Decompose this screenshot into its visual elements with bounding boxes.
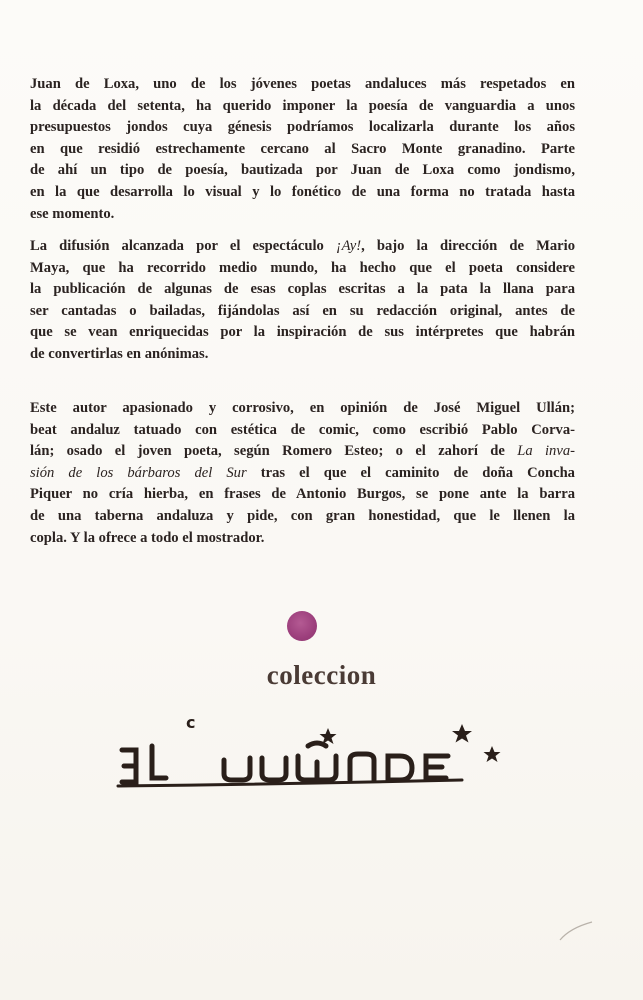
text-line: Maya, que ha recorrido medio mundo, ha hecho que el poeta considere: [30, 259, 575, 276]
logo-letter-u: [262, 758, 286, 780]
text-line: de ahí un tipo de poesía, bautizada por Juan de Loxa como jondismo,: [30, 162, 575, 179]
text-fragment: , bajo la dirección de Mario: [361, 238, 575, 254]
text-line: en que residió estrechamente cercano al Sacro Monte granadino. Parte: [30, 140, 575, 157]
text-line: de convertirlas en anónimas.: [30, 345, 209, 362]
text-line: [30, 463, 575, 485]
star-icon: [484, 746, 501, 762]
logo-letter-e2: [298, 743, 336, 780]
logo-letter-e3: [426, 756, 448, 778]
purple-dot-ornament: [287, 611, 317, 641]
text-line: la década del setenta, ha querido imponer la poesía de vanguardia a unos: [30, 97, 575, 114]
text-line: ese momento.: [30, 205, 115, 222]
text-fragment: tras el que el caminito de doña Concha: [246, 464, 575, 481]
text-line: beat andaluz tatuado con estética de comic, como escribió Pablo Corva-: [30, 421, 575, 438]
paragraph-autor: [30, 398, 575, 549]
book-title: sión de los bárbaros del Sur: [30, 464, 247, 481]
logo-underline: [118, 780, 462, 786]
text-line: Este autor apasionado y corrosivo, en opinión de José Miguel Ullán;: [30, 400, 575, 416]
text-line: en la que desarrolla lo visual y lo fonético de una forma no tratada hasta: [30, 183, 575, 200]
logo-letter-e: [122, 750, 136, 782]
logo-letter-l: [152, 746, 166, 778]
text-line: copla. Y la ofrece a todo el mostrador.: [30, 529, 265, 546]
text-fragment: La difusión alcanzada por el espectáculo: [30, 238, 336, 254]
text-line: que se vean enriquecidas por la inspiración de sus intérpretes que habrán: [30, 324, 575, 341]
text-line: la publicación de algunas de esas coplas escritas a la pata la llana para: [30, 281, 575, 298]
text-line: presupuestos jondos cuya génesis podríamos localizarla durante los años: [30, 119, 575, 136]
text-line: [30, 236, 575, 258]
logo-letter-d2: [388, 756, 412, 780]
el-duende-logo: [100, 700, 520, 800]
text-line: Juan de Loxa, uno de los jóvenes poetas andaluces más respetados en: [30, 76, 575, 92]
text-fragment: lán; osado el joven poeta, según Romero Esteo; o el zahorí de: [30, 443, 518, 460]
star-icon: [452, 724, 472, 743]
text-line: [30, 441, 575, 463]
book-title: La inva-: [517, 443, 575, 460]
logo-letter-d: [224, 758, 250, 780]
text-line: Piquer no cría hierba, en frases de Antonio Burgos, se pone ante la barra: [30, 486, 575, 503]
paragraph-difusion: [30, 236, 575, 366]
show-title: ¡Ay!: [335, 238, 362, 254]
logo-letter-n: [350, 754, 374, 780]
collection-label: coleccion: [266, 660, 377, 690]
pencil-mark-icon: [556, 918, 596, 944]
paragraph-loxa-intro: [30, 74, 575, 225]
text-line: de una taberna andaluza y pide, con gran honestidad, que le llenen la: [30, 507, 575, 524]
text-line: ser cantadas o bailadas, fijándolas así en su redacción original, antes de: [30, 302, 575, 319]
logo-accent-c: c: [186, 713, 196, 732]
